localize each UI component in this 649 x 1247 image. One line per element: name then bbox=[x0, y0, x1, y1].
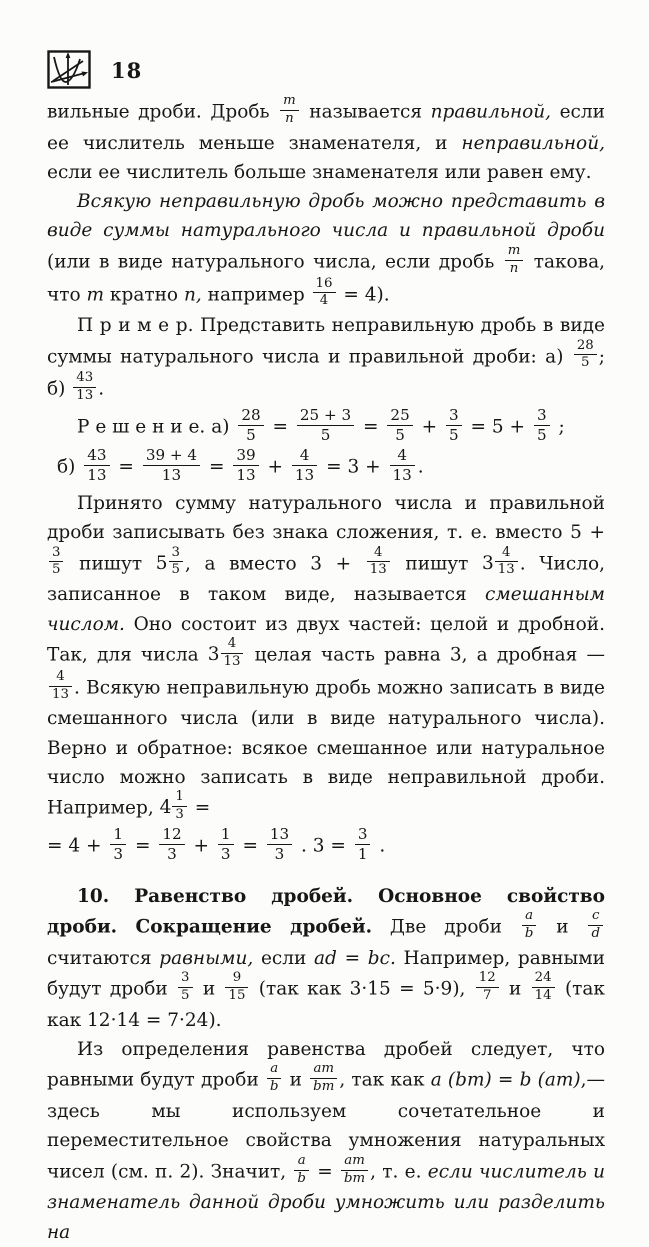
text-run: если ее числитель больше знаменателя или равен ему. bbox=[47, 162, 592, 184]
paragraph-5 bbox=[47, 446, 605, 486]
text-run: если bbox=[253, 947, 315, 969]
fraction-denominator: 5 bbox=[52, 562, 61, 578]
fraction-denominator: d bbox=[591, 925, 601, 941]
fraction-denominator: 3 bbox=[220, 844, 231, 863]
text-run: Оно состоит из двух частей: целой и дробной. Так, для числа bbox=[47, 613, 605, 666]
fraction-denominator: 4 bbox=[319, 293, 329, 309]
italic-text-run: неправильной, bbox=[461, 132, 605, 154]
fraction-denominator: 5 bbox=[171, 562, 180, 578]
fraction-denominator: 5 bbox=[581, 355, 590, 371]
fraction-numerator: 43 bbox=[84, 447, 109, 466]
fraction bbox=[238, 407, 263, 444]
fraction-denominator: 5 bbox=[395, 426, 405, 445]
italic-text-run: смешанным числом. bbox=[47, 584, 605, 635]
fraction-numerator: a bbox=[522, 909, 537, 926]
fraction-denominator: n bbox=[509, 260, 519, 276]
fraction-numerator: m bbox=[280, 94, 299, 111]
fraction-denominator: 3 bbox=[167, 844, 177, 863]
fraction-numerator: 3 bbox=[169, 546, 183, 563]
fraction-numerator: c bbox=[588, 909, 603, 926]
text-run: . Число, записанное в таком виде, называется bbox=[47, 552, 605, 606]
text-run: пишут bbox=[391, 552, 482, 574]
graph-axes-icon bbox=[47, 50, 91, 90]
fraction bbox=[294, 1154, 309, 1187]
text-run: = bbox=[236, 835, 264, 857]
mixed-whole-part: 5 bbox=[155, 552, 168, 574]
fraction bbox=[297, 407, 354, 444]
fraction bbox=[292, 447, 317, 484]
fraction bbox=[390, 447, 415, 484]
text-run: (так как 3·15 = 5·9), bbox=[250, 978, 474, 1000]
fraction-numerator: 12 bbox=[159, 826, 184, 845]
fraction-numerator: 3 bbox=[178, 971, 192, 988]
fraction-numerator: 4 bbox=[390, 447, 415, 466]
fraction bbox=[178, 971, 192, 1004]
text-run: = bbox=[112, 456, 140, 478]
text-run: например bbox=[201, 283, 311, 305]
fraction bbox=[84, 447, 109, 484]
fraction-denominator: 13 bbox=[161, 466, 182, 485]
fraction-numerator: a bbox=[294, 1154, 309, 1171]
fraction bbox=[280, 94, 299, 127]
paragraph-8 bbox=[47, 882, 605, 1035]
fraction-numerator: 12 bbox=[476, 971, 499, 988]
italic-text-run: m bbox=[86, 283, 105, 305]
fraction bbox=[495, 546, 518, 579]
text-run: кратно bbox=[104, 283, 184, 305]
text-run: Р е ш е н и е. а) bbox=[77, 416, 236, 438]
fraction-numerator: 4 bbox=[49, 670, 72, 687]
fraction-denominator: 13 bbox=[497, 562, 515, 578]
text-run: = bbox=[129, 835, 157, 857]
italic-text-run: Всякую неправильную дробь можно представить в виде суммы натурального числа и правильной дроби bbox=[47, 191, 605, 242]
fraction bbox=[221, 637, 244, 670]
fraction bbox=[110, 826, 126, 863]
page-content bbox=[47, 93, 606, 1247]
text-run: если ее числитель меньше знаменателя, и bbox=[47, 101, 605, 154]
text-run: . bbox=[98, 378, 105, 400]
text-run: = 5 + bbox=[464, 416, 531, 438]
text-run: . 3 = bbox=[295, 835, 352, 857]
text-run: считаются bbox=[47, 947, 160, 969]
fraction-denominator: 5 bbox=[448, 426, 459, 445]
fraction bbox=[476, 971, 499, 1004]
paragraph-7 bbox=[47, 824, 605, 865]
text-run: = 4). bbox=[337, 283, 390, 305]
fraction bbox=[522, 909, 537, 942]
fraction-numerator: 3 bbox=[446, 407, 462, 426]
fraction-numerator: 43 bbox=[73, 371, 96, 388]
text-run: = bbox=[203, 456, 231, 478]
paragraph-2 bbox=[47, 187, 605, 311]
fraction-numerator: 4 bbox=[367, 546, 390, 563]
paragraph-1 bbox=[47, 93, 605, 187]
fraction bbox=[267, 1062, 282, 1095]
fraction-numerator: 1 bbox=[110, 826, 126, 845]
fraction bbox=[169, 546, 183, 579]
text-run: , а вместо 3 + bbox=[184, 552, 365, 574]
text-run: б) bbox=[57, 456, 82, 478]
fraction-denominator: 13 bbox=[87, 466, 107, 485]
fraction-numerator: 3 bbox=[49, 546, 63, 563]
fraction-denominator: 15 bbox=[228, 988, 246, 1003]
text-run: Принято сумму натурального числа и правильной дроби записывать без знака сложения, т. е. вместо 5 + bbox=[47, 493, 605, 544]
italic-text-run: a (bm) = b (am) bbox=[430, 1069, 581, 1091]
fraction-denominator: 13 bbox=[294, 466, 315, 485]
fraction-numerator: 39 + 4 bbox=[143, 447, 200, 466]
fraction bbox=[341, 1154, 368, 1187]
text-run: = bbox=[266, 416, 294, 438]
fraction-numerator: 28 bbox=[238, 407, 263, 426]
fraction bbox=[446, 407, 462, 444]
fraction bbox=[73, 371, 96, 404]
text-run: . bbox=[417, 456, 424, 478]
fraction-numerator: 3 bbox=[355, 826, 371, 845]
fraction bbox=[367, 546, 390, 579]
fraction-numerator: am bbox=[341, 1154, 368, 1171]
fraction-denominator: 13 bbox=[369, 562, 387, 578]
fraction-denominator: n bbox=[285, 110, 294, 126]
fraction-numerator: a bbox=[267, 1062, 282, 1079]
text-run: и bbox=[538, 916, 587, 938]
fraction bbox=[143, 447, 200, 484]
text-run: = bbox=[357, 416, 385, 438]
fraction bbox=[172, 790, 186, 823]
italic-text-run: равными, bbox=[159, 947, 254, 969]
fraction-denominator: 13 bbox=[52, 686, 69, 702]
fraction-denominator: 5 bbox=[536, 426, 547, 445]
text-run: и bbox=[283, 1069, 309, 1091]
fraction bbox=[225, 971, 248, 1004]
fraction-numerator: am bbox=[310, 1062, 337, 1079]
text-run: и bbox=[500, 978, 530, 1000]
fraction bbox=[49, 670, 72, 703]
mixed-number bbox=[159, 789, 189, 822]
fraction-denominator: b bbox=[524, 925, 534, 941]
fraction-denominator: 13 bbox=[236, 466, 256, 485]
fraction-denominator: 3 bbox=[113, 844, 124, 863]
fraction-denominator: 13 bbox=[76, 388, 94, 404]
mixed-whole-part: 3 bbox=[481, 552, 494, 574]
text-run: Из определения равенства дробей следует, что равными будут дроби bbox=[47, 1039, 605, 1091]
fraction-denominator: 5 bbox=[246, 426, 256, 445]
italic-text-run: если числитель и знаменатель данной дроби умножить или разделить на bbox=[47, 1161, 606, 1243]
text-run: целая часть равна 3, а дробная — bbox=[245, 644, 605, 666]
fraction-numerator: 1 bbox=[218, 826, 234, 845]
fraction-numerator: 16 bbox=[313, 277, 336, 294]
paragraph-3 bbox=[47, 311, 605, 406]
fraction-numerator: 9 bbox=[225, 971, 248, 988]
fraction bbox=[532, 971, 555, 1004]
paragraph-4 bbox=[47, 406, 605, 446]
text-run: = 4 + bbox=[47, 835, 108, 857]
text-run: называется bbox=[300, 101, 431, 123]
text-run: , т. е. bbox=[370, 1161, 428, 1182]
fraction bbox=[267, 826, 292, 863]
italic-text-run: ad = bc. bbox=[314, 947, 396, 969]
mixed-whole-part: 3 bbox=[207, 644, 220, 666]
fraction bbox=[218, 826, 234, 863]
text-run: . Всякую неправильную дробь можно записать в виде смешанного числа (или в виде натурального числа). Верно и обратное: всякое смешанное или натуральное число можно записать в виде неправильной дроби. Например, bbox=[47, 677, 605, 819]
fraction bbox=[313, 277, 336, 310]
fraction bbox=[49, 546, 63, 579]
paragraph-9 bbox=[47, 1035, 605, 1247]
text-run: Две дроби bbox=[372, 916, 520, 938]
mixed-number bbox=[207, 635, 246, 669]
text-run: и bbox=[194, 978, 224, 1000]
fraction bbox=[233, 447, 258, 484]
mixed-whole-part: 4 bbox=[159, 797, 172, 819]
text-run: . bbox=[373, 835, 386, 857]
fraction-numerator: 25 bbox=[387, 407, 412, 426]
text-run: , так как bbox=[339, 1069, 431, 1091]
text-run: пишут bbox=[65, 552, 156, 574]
text-run: + bbox=[415, 416, 443, 438]
page-header bbox=[47, 50, 605, 90]
paragraph-6 bbox=[47, 489, 605, 825]
mixed-number bbox=[481, 544, 520, 578]
fraction-denominator: 1 bbox=[357, 844, 368, 863]
text-run: + bbox=[187, 835, 215, 857]
fraction-denominator: 13 bbox=[223, 653, 241, 669]
fraction-denominator: 5 bbox=[181, 988, 190, 1003]
text-run: = bbox=[310, 1161, 339, 1182]
fraction bbox=[588, 909, 603, 942]
fraction-numerator: 4 bbox=[495, 546, 518, 563]
fraction-numerator: 39 bbox=[233, 447, 258, 466]
fraction bbox=[534, 407, 550, 444]
fraction-denominator: b bbox=[297, 1170, 306, 1186]
italic-text-run: правильной, bbox=[430, 101, 552, 123]
fraction-denominator: bm bbox=[313, 1079, 335, 1095]
text-run: ; б) bbox=[47, 345, 605, 400]
fraction-denominator: 14 bbox=[534, 988, 552, 1003]
text-run: П р и м е р. Представить неправильную дробь в виде суммы натурального числа и правильной дроби: а) bbox=[47, 315, 605, 367]
fraction-numerator: 1 bbox=[172, 790, 186, 807]
fraction-denominator: bm bbox=[343, 1170, 366, 1186]
fraction-denominator: 13 bbox=[392, 466, 412, 485]
text-run: + bbox=[261, 456, 289, 478]
fraction bbox=[387, 407, 412, 444]
fraction-numerator: 24 bbox=[532, 971, 555, 988]
fraction bbox=[310, 1062, 337, 1095]
fraction-numerator: 13 bbox=[267, 826, 292, 845]
text-run: = 3 + bbox=[320, 456, 387, 478]
fraction-numerator: 3 bbox=[534, 407, 550, 426]
fraction bbox=[505, 244, 524, 277]
fraction-denominator: b bbox=[269, 1079, 279, 1095]
fraction bbox=[355, 826, 371, 863]
text-run: ; bbox=[552, 416, 565, 438]
text-run: (так как 12·14 = 7·24). bbox=[47, 978, 605, 1031]
italic-text-run: n, bbox=[183, 283, 202, 305]
fraction-denominator: 5 bbox=[320, 426, 331, 445]
fraction-numerator: m bbox=[505, 244, 524, 261]
fraction-numerator: 28 bbox=[574, 339, 597, 356]
fraction-numerator: 4 bbox=[221, 637, 244, 654]
fraction-numerator: 25 + 3 bbox=[297, 407, 354, 426]
text-run: вильные дроби. Дробь bbox=[47, 101, 279, 123]
text-run: = bbox=[188, 797, 211, 819]
fraction-denominator: 3 bbox=[274, 844, 285, 863]
mixed-number bbox=[155, 544, 185, 578]
fraction bbox=[574, 339, 597, 372]
fraction-denominator: 3 bbox=[175, 806, 184, 822]
text-run: Например, равными будут дроби bbox=[47, 947, 605, 1000]
fraction-denominator: 7 bbox=[482, 988, 492, 1003]
fraction-numerator: 4 bbox=[292, 447, 317, 466]
bold-text-run: 10. Равенство дробей. Основное свойство дроби. Сокращение дробей. bbox=[47, 885, 605, 938]
text-run: (или в виде натурального числа, если дробь bbox=[47, 251, 503, 273]
text-run: ,— здесь мы используем сочетательное и переместительное свойства умножения натуральных чисел (см. п. 2). Значит, bbox=[47, 1069, 605, 1182]
page-number: 18 bbox=[111, 57, 143, 83]
text-run: такова, что bbox=[47, 251, 605, 305]
fraction bbox=[159, 826, 184, 863]
